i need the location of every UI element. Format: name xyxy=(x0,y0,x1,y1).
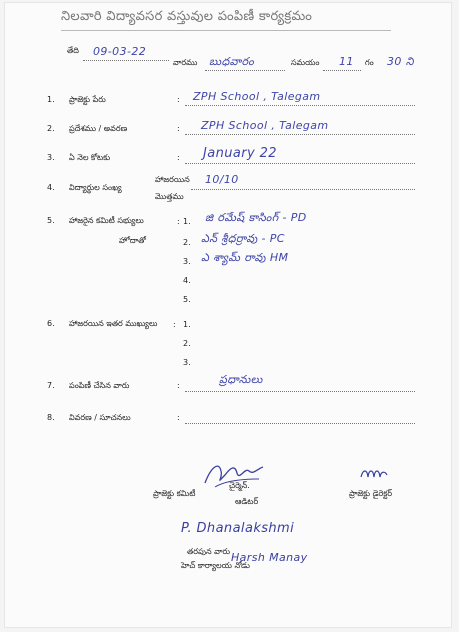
time-dotted-line xyxy=(323,70,361,71)
row-number: 3. xyxy=(47,153,55,162)
month-value: January 22 xyxy=(203,146,277,161)
month-line xyxy=(185,163,415,164)
document-page xyxy=(4,2,452,628)
designation-label: హోదాతో xyxy=(119,236,146,245)
project-name-value: ZPH School , Talegam xyxy=(193,90,321,103)
member-value: జి రమేష్ కాసింగ్ - PD xyxy=(205,211,307,224)
row-number: 6. xyxy=(47,319,55,328)
minutes-label: గం xyxy=(365,58,374,67)
witness-label-1: తరపున వారు xyxy=(187,547,231,556)
chairman-label: చైర్మెన్. xyxy=(229,481,250,490)
director-label: ప్రాజెక్టు డైరెక్టర్ xyxy=(349,489,393,498)
document-title: నిలవారి విద్యావసర వస్తువుల పంపిణీ కార్యక్రమం xyxy=(61,9,313,24)
other-member-number: 2. xyxy=(183,339,191,348)
students-value: 10/10 xyxy=(205,173,239,186)
colon: : xyxy=(177,124,180,133)
row-number: 5. xyxy=(47,216,55,225)
total-label: మొత్తము xyxy=(155,192,184,201)
remarks-label: వివరణ / సూచనలు xyxy=(69,413,131,422)
other-member-number: 1. xyxy=(183,320,191,329)
place-value: ZPH School , Talegam xyxy=(201,119,329,132)
distributed-by-value: ప్రధానులు xyxy=(219,373,263,386)
member-number: 4. xyxy=(183,276,191,285)
row-number: 1. xyxy=(47,95,55,104)
colon: : xyxy=(177,153,180,162)
handwritten-name: P. Dhanalakshmi xyxy=(181,521,295,536)
distributed-by-label: పంపిణీ చేసిన వారు xyxy=(69,381,130,390)
title-underline xyxy=(61,30,391,31)
row-number: 7. xyxy=(47,381,55,390)
member-number: 3. xyxy=(183,257,191,266)
time-value: 11 xyxy=(339,55,354,68)
project-name-label: ప్రాజెక్టు పేరు xyxy=(69,95,106,104)
handwritten-name-2: Harsh Manay xyxy=(231,551,308,564)
place-label: ప్రదేశము / అవరణ xyxy=(69,124,128,133)
students-line xyxy=(191,189,415,190)
month-label: ఏ నెల కోటకు xyxy=(69,153,111,162)
other-members-label: హాజరయిన ఇతర ముఖ్యులు xyxy=(69,319,158,328)
row-number: 2. xyxy=(47,124,55,133)
date-dotted-line xyxy=(83,60,169,61)
member-value: ఎ శ్యామ్ రావు HM xyxy=(201,251,289,264)
project-committee-label: ప్రాజెక్టు కమిటీ xyxy=(153,489,196,498)
colon: : xyxy=(173,320,176,329)
day-value: బుధవారం xyxy=(209,55,255,68)
colon: : xyxy=(177,95,180,104)
member-number: 5. xyxy=(183,295,191,304)
project-name-line xyxy=(185,105,415,106)
distributed-by-line xyxy=(185,391,415,392)
member-value: ఎన్ శ్రీధర్రావు - PC xyxy=(201,232,285,245)
colon: : xyxy=(177,217,180,226)
remarks-line xyxy=(185,423,415,424)
present-label: హాజరయిన xyxy=(155,175,190,184)
other-member-number: 3. xyxy=(183,358,191,367)
auditor-label: ఆడిటర్ xyxy=(235,497,259,506)
row-number: 8. xyxy=(47,413,55,422)
committee-label: హాజరైన కమిటీ సభ్యులు xyxy=(69,216,144,225)
colon: : xyxy=(177,413,180,422)
place-line xyxy=(185,134,415,135)
minutes-value: 30 ని xyxy=(387,55,414,68)
row-number: 4. xyxy=(47,183,55,192)
students-label: విద్యార్థుల సంఖ్య xyxy=(69,183,122,192)
date-value: 09-03-22 xyxy=(93,45,147,58)
date-label: తేది xyxy=(67,46,79,55)
member-number: 2. xyxy=(183,238,191,247)
time-label: సమయం xyxy=(291,58,320,67)
colon: : xyxy=(177,381,180,390)
director-signature xyxy=(359,465,389,481)
day-label: వారము xyxy=(173,58,198,67)
member-number: 1. xyxy=(183,217,191,226)
witness-label-2: హెచ్ కార్యాలయ నోడు xyxy=(181,561,250,570)
